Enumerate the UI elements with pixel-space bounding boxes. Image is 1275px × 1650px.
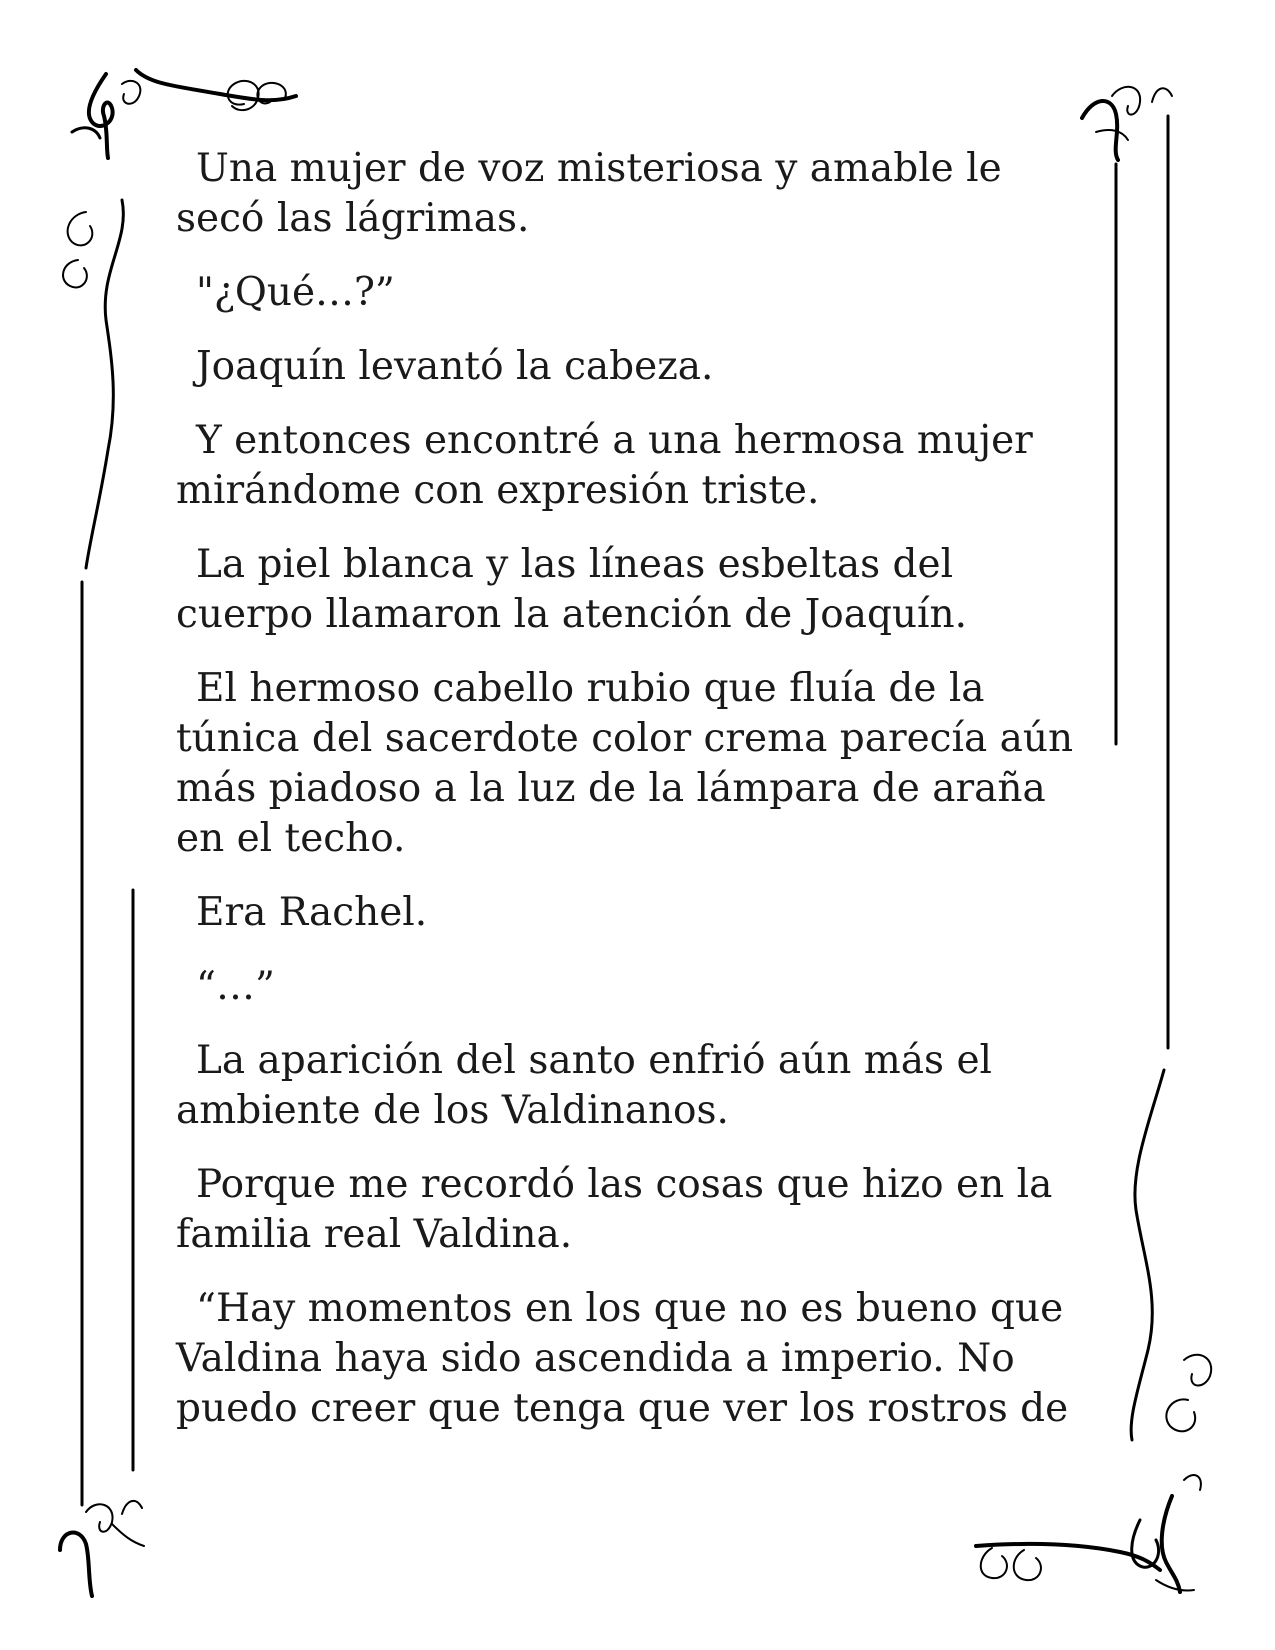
- paragraph: El hermoso cabello rubio que fluía de la túnica del sacerdote color crema parecía aún más piadoso a la luz de la lámpara de araña en el techo.: [176, 666, 1074, 861]
- paragraph: Una mujer de voz misteriosa y amable le secó las lágrimas.: [176, 146, 1002, 241]
- paragraph: “…”: [196, 964, 275, 1009]
- bottom-left-flourish-icon: [60, 1501, 144, 1596]
- story-text: [176, 144, 1086, 1458]
- paragraph: “Hay momentos en los que no es bueno que Valdina haya sido ascendida a imperio. No puedo creer que tenga que ver los rostros de: [176, 1286, 1069, 1431]
- paragraph: Porque me recordó las cosas que hizo en la familia real Valdina.: [176, 1162, 1053, 1257]
- top-right-flourish-icon: [1082, 87, 1172, 1048]
- paragraph: Joaquín levantó la cabeza.: [196, 344, 714, 389]
- paragraph: Y entonces encontré a una hermosa mujer mirándome con expresión triste.: [176, 418, 1033, 513]
- paragraph: La aparición del santo enfrió aún más el ambiente de los Valdinanos.: [176, 1038, 992, 1133]
- paragraph: Era Rachel.: [196, 890, 428, 935]
- bottom-right-flourish-icon: [976, 1475, 1201, 1592]
- right-lower-flourish-icon: [1131, 1070, 1211, 1440]
- paragraph: La piel blanca y las líneas esbeltas del cuerpo llamaron la atención de Joaquín.: [176, 542, 968, 637]
- paragraph: "¿Qué…?”: [196, 270, 395, 315]
